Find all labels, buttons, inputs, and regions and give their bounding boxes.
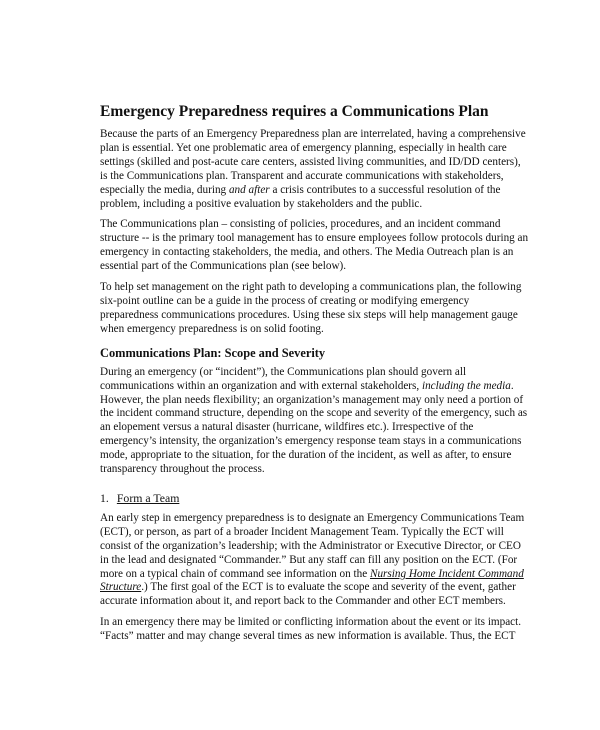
incident-command-link[interactable]: Nursing Home Incident Command Structure [100,567,524,594]
step-number: 1. [100,490,109,505]
scope-emphasis: including the media [421,379,511,392]
step-heading [100,491,530,506]
scope-text-a: During an emergency (or “incident”), the Communications plan should govern all communications within an organization and with external stakeholders, [100,365,467,392]
intro-text-a: Because the parts of an Emergency Preparedness plan are interrelated, having a comprehensive plan is essential. Yet one problematic area of emergency planning, especially in health care settings (skilled and post-acute care centers, assisted living communities, and ID/DD centers), is the Communications plan. Transparent and accurate communications with stakeholders, especially the media, during [100,128,526,196]
scope-text-b: . However, the plan needs flexibility; an organization’s management may only need a portion of the incident command structure, depending on the scope and severity of the emergency, such as an elopement versus a natural disaster (hurricane, wildfires etc.). Irrespective of the emergency’s intensity, the organization’s emergency response team stays in a communications mode, appropriate to the situation, for the duration of the incident, as well as after, to ensure transparency throughout the process. [100,379,528,476]
step-title: Form a Team [116,490,180,505]
team-text-a: An early step in emergency preparedness is to designate an Emergency Communications Team (ECT), or person, as part of a broader Incident Management Team. Typically the ECT will consist of the organization’s leadership; with the Administrator or Executive Director, or CEO in the lead and designated “Commander.” But any staff can fill any position on the ECT. (For more on a typical chain of command see information on the [100,511,525,580]
page-title: Emergency Preparedness requires a Communications Plan [100,103,489,120]
intro-text-b: a crisis contributes to a successful resolution of the problem, including a positive evaluation by stakeholders and the public. [100,183,501,210]
section-heading: Communications Plan: Scope and Severity [100,345,326,360]
scope-severity-paragraph [100,366,530,477]
communications-plan-paragraph: The Communications plan – consisting of policies, procedures, and an incident command structure -- is the primary tool management has to ensure employees follow protocols during an emergency in contacting stakeholders, the media, and others. The Media Outreach plan is an essential part of the Communications plan (see below). [100,218,529,273]
six-point-outline-paragraph: To help set management on the right path to developing a communications plan, the following six-point outline can be a guide in the process of creating or modifying emergency preparedness communications procedures. Using these six steps will help management gauge when emergency preparedness is on solid footing. [100,281,522,335]
intro-emphasis: and after [228,183,270,196]
intro-paragraph [100,128,530,211]
team-text-b: .) The first goal of the ECT is to evaluate the scope and severity of the event, gather accurate information about it, and report back to the Commander and other ECT members. [100,581,516,608]
limited-information-paragraph: In an emergency there may be limited or conflicting information about the event or its impact. “Facts” matter and may change several times as new information is available. Thus, the ECT [100,616,522,643]
form-team-paragraph [100,512,530,609]
